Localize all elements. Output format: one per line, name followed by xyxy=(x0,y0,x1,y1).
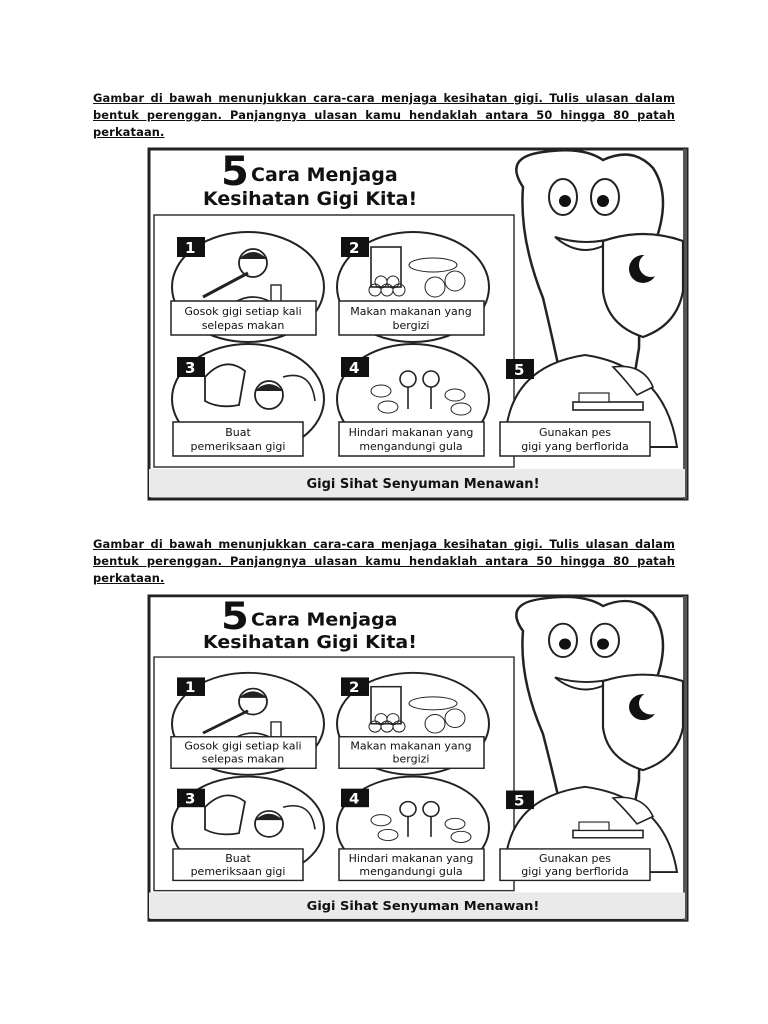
panel-4-label-line1: Hindari makanan yang xyxy=(348,426,474,439)
title-line-1: Cara Menjaga xyxy=(251,610,398,631)
title-number: 5 xyxy=(221,595,249,639)
panel-1-label-line1: Gosok gigi setiap kali xyxy=(184,305,302,318)
title-line-2: Kesihatan Gigi Kita! xyxy=(203,188,418,210)
panel-2-label-line2: bergizi xyxy=(392,319,430,332)
panel-5-number: 5 xyxy=(514,361,525,379)
panel-2-number: 2 xyxy=(349,239,360,257)
panel-3-number: 3 xyxy=(185,791,196,808)
panel-3-label-line1: Buat xyxy=(225,426,251,439)
title-line-1: Cara Menjaga xyxy=(251,164,398,186)
panel-1-label-line1: Gosok gigi setiap kali xyxy=(184,741,302,753)
panel-2-number: 2 xyxy=(349,680,360,697)
title-line-2: Kesihatan Gigi Kita! xyxy=(203,632,417,653)
panel-4-number: 4 xyxy=(349,791,360,808)
panel-3-label-line1: Buat xyxy=(225,853,251,865)
panel-4-label-line2: mengandungi gula xyxy=(359,440,463,453)
panel-2-label-line2: bergizi xyxy=(392,754,430,766)
panel-5-label-line1: Gunakan pes xyxy=(538,853,612,865)
poster-footer: Gigi Sihat Senyuman Menawan! xyxy=(306,898,540,913)
panel-5-number: 5 xyxy=(514,793,525,810)
panel-4-number: 4 xyxy=(349,359,360,377)
instruction-text: Gambar di bawah menunjukkan cara-cara menjaga kesihatan gigi. Tulis ulasan dalam bentuk perenggan. Panjangnya ulasan kamu hendaklah antara 50 hingga 80 patah perkataan. xyxy=(93,537,675,585)
panel-1-label-line2: selepas makan xyxy=(201,754,285,766)
panel-1-number: 1 xyxy=(185,239,196,257)
panel-5-label-line1: Gunakan pes xyxy=(538,426,612,439)
title-number: 5 xyxy=(221,149,249,195)
dental-health-poster xyxy=(143,594,693,950)
panel-1-label-line2: selepas makan xyxy=(201,319,285,332)
panel-2-label-line1: Makan makanan yang xyxy=(350,305,472,318)
panel-3-label-line2: pemeriksaan gigi xyxy=(190,866,286,878)
instruction-text: Gambar di bawah menunjukkan cara-cara menjaga kesihatan gigi. Tulis ulasan dalam bentuk perenggan. Panjangnya ulasan kamu hendaklah antara 50 hingga 80 patah perkataan. xyxy=(93,91,675,139)
panel-4-label-line1: Hindari makanan yang xyxy=(348,853,474,865)
panel-3-number: 3 xyxy=(185,359,196,377)
panel-2-label-line1: Makan makanan yang xyxy=(350,741,472,753)
panel-1-number: 1 xyxy=(185,680,196,697)
poster-illustration xyxy=(143,147,693,503)
panel-5-label-line2: gigi yang berflorida xyxy=(521,866,629,878)
dental-health-poster xyxy=(143,147,693,503)
panel-3-label-line2: pemeriksaan gigi xyxy=(190,440,286,453)
panel-4-label-line2: mengandungi gula xyxy=(359,866,463,878)
poster-illustration xyxy=(143,594,693,924)
poster-footer: Gigi Sihat Senyuman Menawan! xyxy=(306,477,540,492)
panel-5-label-line2: gigi yang berflorida xyxy=(521,440,629,453)
